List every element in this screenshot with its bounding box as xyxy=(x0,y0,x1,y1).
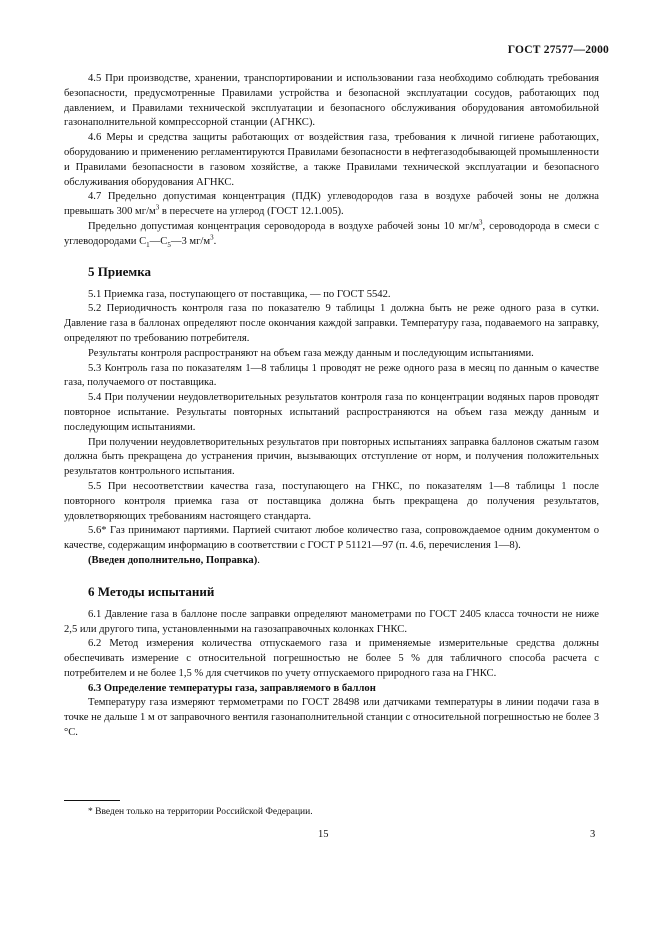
clause-5-4-repeat: При получении неудовлетворительных результатов при повторных испытаниях заправка баллонов сжатым газом должна быть прекращена до устранения причин, вызывающих отступление от норм, и получения положительных результатов контрольного испытания. xyxy=(64,436,599,478)
clause-5-3: 5.3 Контроль газа по показателям 1—8 таблицы 1 проводят не реже одного раза в месяц по данным о качестве газа, получаемого от поставщика. xyxy=(64,362,599,389)
clause-6-3-title: 6.3 Определение температуры газа, заправляемого в баллон xyxy=(88,682,376,694)
page-number-right: 3 xyxy=(590,829,596,840)
clause-5-1: 5.1 Приемка газа, поступающего от поставщика, — по ГОСТ 5542. xyxy=(88,288,391,300)
clause-5-4: 5.4 При получении неудовлетворительных результатов контроля газа по концентрации водяных паров проводят повторное испытание. Результаты повторных испытаний распространяются на объем газа между данным и последующим испытаниями. xyxy=(64,392,599,433)
clause-6-2: 6.2 Метод измерения количества отпускаемого газа и применяемые измерительные средства должны обеспечивать измерение с относительной погрешностью не более 5 % для табличного способа расчета с потребителем и не более 1,5 % для счетчиков по учету отпускаемого природного газа на ГНКС. xyxy=(64,638,599,679)
clause-5-2-results: Результаты контроля распространяют на объем газа между данным и последующим испытаниями. xyxy=(88,347,534,359)
clause-6-1: 6.1 Давление газа в баллоне после заправки определяют манометрами по ГОСТ 2405 класса точности не ниже 2,5 или другого типа, установленными на газозаправочных колонках ГНКС. xyxy=(64,608,599,635)
footnote: * Введен только на территории Российской Федерации. xyxy=(88,807,313,817)
clause-4-7: 4.7 Предельно допустимая концентрация (ПДК) углеводородов газа в воздухе рабочей зоны не должна превышать 300 $мг/м^3$ в пересчете на углерод (ГОСТ 12.1.005). xyxy=(64,191,599,218)
clause-4-6: 4.6 Меры и средства защиты работающих от воздействия газа, требования к личной гигиене работающих, оборудованию и применению регламентируются Правилами безопасности в нефтегазодобывающей промышленности и Правилами безопасности в газовом хозяйстве, а также Правилами технической эксплуатации и безопасного обслуживания оборудования АГНКС. xyxy=(64,132,599,188)
section-5-title: 5 Приемка xyxy=(88,263,152,279)
footnote-divider xyxy=(64,800,120,801)
page-number-center: 15 xyxy=(318,829,329,840)
clause-5-6: 5.6* Газ принимают партиями. Партией считают любое количество газа, сопровождаемое одним документом о качестве, содержащим информацию в соответствии с ГОСТ Р 51121—97 (п. 4.6, перечисления 1—8). xyxy=(64,525,599,552)
clause-4-5: 4.5 При производстве, хранении, транспортировании и использовании газа необходимо соблюдать требования безопасности, предусмотренные Правилами устройства и безопасной эксплуатации сосудов, работающих под давлением, и Правилами технической эксплуатации и безопасного обслуживания оборудования автомобильной газонаполнительной компрессорной станции (АГНКС). xyxy=(64,73,599,129)
clause-4-7-h2s: Предельно допустимая концентрация сероводорода в воздухе рабочей зоны 10 $мг/м^3$, сероводорода в смеси с углеводородами $С_1—С_5—3$ $мг/м^3$. xyxy=(64,218,599,249)
clause-6-3: Температуру газа измеряют термометрами по ГОСТ 28498 или датчиками температуры в линии подачи газа в точке не дальше 1 м от заправочного вентиля газонаполнительной станции с относительной погрешностью не более 3 °С. xyxy=(64,697,599,739)
standard-header: ГОСТ 27577—2000 xyxy=(507,44,609,56)
section-6-title: 6 Методы испытаний xyxy=(88,583,215,599)
clause-5-2: 5.2 Периодичность контроля газа по показателю 9 таблицы 1 должна быть не реже одного раза в сутки. Давление газа в баллонах определяют после окончания каждой заправки. Температуру газа, подаваемого на заправку, определяют по требованию потребителя. xyxy=(64,303,599,344)
amendment-note: (Введен дополнительно, Поправка). xyxy=(88,554,260,566)
clause-5-5: 5.5 При несоответствии качества газа, поступающего на ГНКС, по показателям 1—8 таблицы 1 после повторного контроля приемка газа от поставщика должна быть прекращена до получения результатов, удовлетворяющих требованиям настоящего стандарта. xyxy=(64,480,599,522)
page-body xyxy=(64,72,599,741)
